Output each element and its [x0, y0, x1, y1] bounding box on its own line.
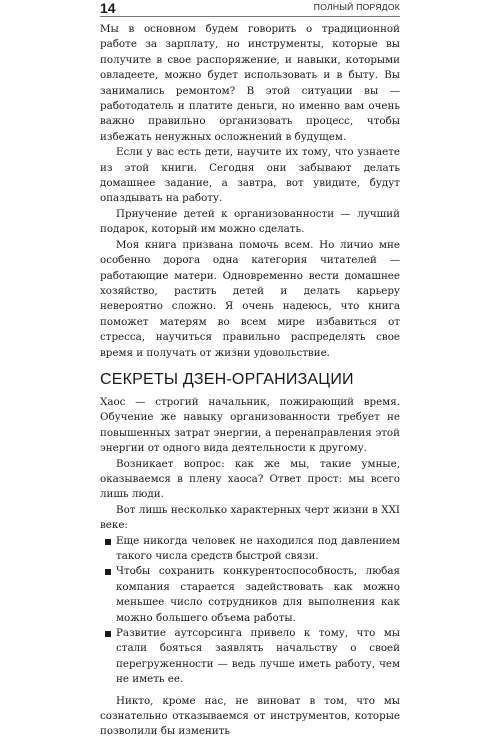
page-number: 14: [100, 0, 116, 16]
paragraph: Моя книга призвана помочь всем. Но личио мне особенно дорога одна категория читателей — работающие матери. Одновременно вести домашнее хозяйство, растить детей и делать карьеру невероятно сложно. Я очень надеюсь, что книга поможет матерям во всем мире избавиться от стресса, научиться правильно распределять свое время и получать от жизни удовольствие.: [100, 238, 400, 359]
bullet-item: Чтобы сохранить конкурентоспособность, любая компания старается задействовать как можно меньшее число сотрудников для выполнения как можно большего объема работы.: [100, 564, 400, 626]
paragraph: Хаос — строгий начальник, пожирающий время. Обучение же навыку организованности требует не повышенных затрат энергии, а перенаправления этой энергии от одного вида деятельности к другому.: [100, 395, 400, 455]
page-header: [100, 2, 400, 17]
body-text: [100, 22, 400, 740]
paragraph: Возникает вопрос: как же мы, такие умные, оказываемся в плену хаоса? Ответ прост: мы всего лишь люди.: [100, 457, 400, 501]
paragraph: Никто, кроме нас, не виноват в том, что мы сознательно отказываемся от инструментов, которые позволили бы изменить: [100, 694, 400, 738]
paragraph: Если у вас есть дети, научите их тому, что узнаете из этой книги. Сегодня они забывают делать домашнее задание, а завтра, вот увидите, будут опаздывать на работу.: [100, 146, 400, 205]
running-head: ПОЛНЫЙ ПОРЯДОК: [313, 2, 400, 12]
paragraph: Вот лишь несколько характерных черт жизни в XXI веке:: [100, 503, 400, 532]
bullet-item: Развитие аутсорсинга привело к тому, что мы стали бояться заявлять начальству о своей перегруженности — ведь лучше иметь работу, чем не иметь ее.: [100, 626, 400, 688]
bullet-list: [100, 534, 400, 688]
section-heading: СЕКРЕТЫ ДЗЕН-ОРГАНИЗАЦИИ: [100, 370, 354, 388]
paragraph: Приучение детей к организованности — лучший подарок, который им можно сделать.: [100, 207, 400, 236]
bullet-item: Еще никогда человек не находился под давлением такого числа средств быстрой связи.: [100, 534, 400, 565]
paragraph: Мы в основном будем говорить о традиционной работе за зарплату, но инструменты, которые вы получите в свое распоряжение, и навыки, которыми овладеете, можно будет использовать и в быту. Вы занимались ремонтом? В этой ситуации вы — работодатель и платите деньги, но именно вам очень важно правильно организовать процесс, чтобы избежать ненужных осложнений в будущем.: [100, 23, 400, 143]
